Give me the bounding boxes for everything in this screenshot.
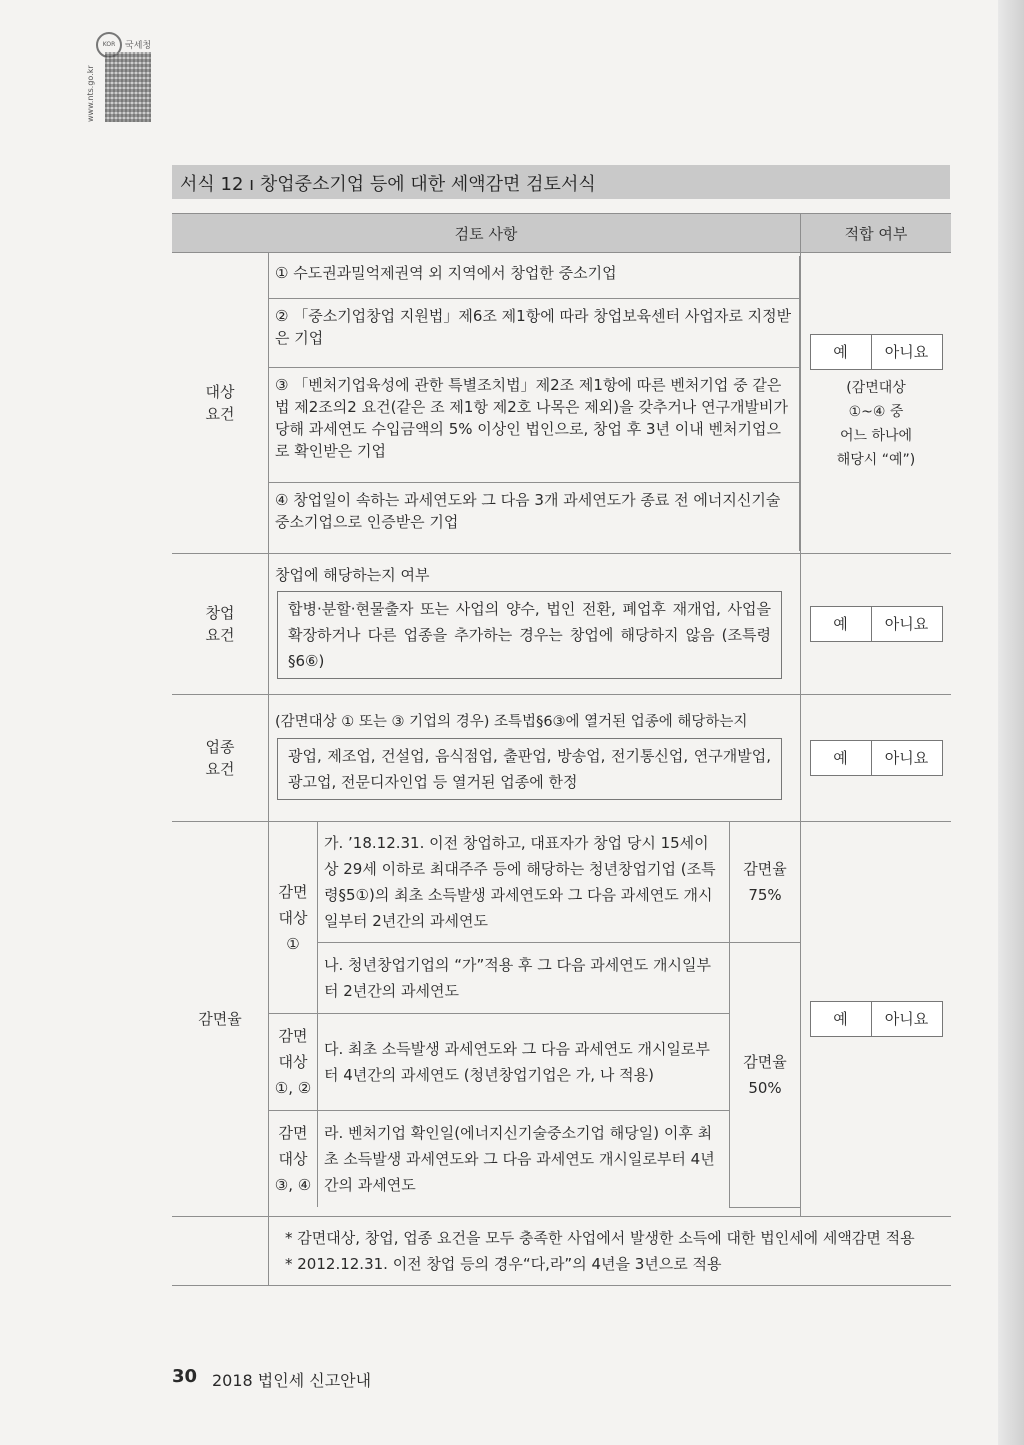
yes-no-startup[interactable] xyxy=(810,606,943,642)
no-option[interactable]: 아니요 xyxy=(884,1010,929,1028)
yes-option[interactable]: 예 xyxy=(811,1002,872,1036)
rate-label: 감면율 xyxy=(172,822,269,1217)
rate-subtable xyxy=(269,822,800,1208)
page-edge xyxy=(998,0,1024,1445)
page-number: 30 xyxy=(172,1366,198,1387)
qr-code-icon xyxy=(105,52,151,122)
rate-target-2: 감면 대상 ①, ② xyxy=(269,1014,318,1111)
rate-target-1: 감면 대상 ① xyxy=(269,822,318,1014)
yes-no-industry[interactable] xyxy=(810,740,943,776)
no-option[interactable]: 아니요 xyxy=(884,615,929,633)
industry-question: (감면대상 ① 또는 ③ 기업의 경우) 조특법§6③에 열거된 업종에 해당하는지 xyxy=(275,714,748,730)
footnote-2: * 2012.12.31. 이전 창업 등의 경우“다,라”의 4년을 3년으로 적용 xyxy=(285,1255,722,1273)
no-option[interactable]: 아니요 xyxy=(884,749,929,767)
yes-no-rate[interactable] xyxy=(810,1001,943,1037)
yes-option[interactable]: 예 xyxy=(811,335,872,369)
no-option[interactable]: 아니요 xyxy=(884,343,929,361)
yes-option[interactable]: 예 xyxy=(811,607,872,641)
target-item-4: ④ 창업일이 속하는 과세연도와 그 다음 3개 과세연도가 종료 전 에너지신기술 중소기업으로 인증받은 기업 xyxy=(269,483,800,551)
target-item-1: ① 수도권과밀억제권역 외 지역에서 창업한 중소기업 xyxy=(269,256,800,299)
industry-box: 광업, 제조업, 건설업, 음식점업, 출판업, 방송업, 전기통신업, 연구개발업, 광고업, 전문디자인업 등 열거된 업종에 한정 xyxy=(277,738,782,800)
agency-url: www.nts.go.kr xyxy=(86,65,95,122)
agency-name: 국세청 xyxy=(125,41,152,51)
industry-label: 업종 요건 xyxy=(172,695,269,822)
target-item-2: ② 「중소기업창업 지원법」제6조 제1항에 따라 창업보육센터 사업자로 지정받은 기업 xyxy=(269,299,800,368)
footnote-1: * 감면대상, 창업, 업종 요건을 모두 충족한 사업에서 발생한 소득에 대한 법인세에 세액감면 적용 xyxy=(285,1229,915,1247)
rate-row-na: 나. 청년창업기업의 “가”적용 후 그 다음 과세연도 개시일부터 2년간의 과세연도 xyxy=(318,943,730,1014)
footer-title: 2018 법인세 신고안내 xyxy=(212,1371,372,1390)
target-note: (감면대상 ①~④ 중 어느 하나에 해당시 “예”) xyxy=(836,380,916,468)
rate-row-ga: 가. ’18.12.31. 이전 창업하고, 대표자가 창업 당시 15세이상 29세 이하로 최대주주 등에 해당하는 청년창업기업 (조특령§5①)의 최초 소득발생 과세연도와 그 다음 과세연도 개시일부터 2년간의 과세연도 xyxy=(318,822,730,943)
agency-logo: KOR xyxy=(96,32,122,58)
yes-no-target[interactable] xyxy=(810,334,943,370)
startup-question: 창업에 해당하는지 여부 xyxy=(275,566,430,584)
col-header-fit: 적합 여부 xyxy=(801,214,952,253)
startup-label: 창업 요건 xyxy=(172,554,269,695)
startup-box: 합병·분할·현물출자 또는 사업의 양수, 법인 전환, 폐업후 재개업, 사업을 확장하거나 다른 업종을 추가하는 경우는 창업에 해당하지 않음 (조특령§6⑥) xyxy=(277,591,782,679)
page-title: 서식 12 ı 창업중소기업 등에 대한 세액감면 검토서식 xyxy=(180,174,596,195)
target-item-3: ③ 「벤처기업육성에 관한 특별조치법」제2조 제1항에 따른 벤처기업 중 같은 법 제2조의2 요건(같은 조 제1항 제2호 나목은 제외)을 갖추거나 연구개발비가 당해 과세연도 수입금액의 5% 이상인 법인으로, 창업 후 3년 이내 벤처기업으로 확인받은 기업 xyxy=(269,368,800,483)
rate-target-3: 감면 대상 ③, ④ xyxy=(269,1111,318,1208)
rate-row-ra: 라. 벤처기업 확인일(에너지신기술중소기업 해당일) 이후 최초 소득발생 과세연도와 그 다음 과세연도 개시일로부터 4년간의 과세연도 xyxy=(318,1111,730,1208)
yes-option[interactable]: 예 xyxy=(811,741,872,775)
rate-50: 감면율 50% xyxy=(730,943,801,1208)
footnotes xyxy=(269,1217,951,1285)
rate-row-da: 다. 최초 소득발생 과세연도와 그 다음 과세연도 개시일로부터 4년간의 과세연도 (청년창업기업은 가, 나 적용) xyxy=(318,1014,730,1111)
target-label: 대상 요건 xyxy=(172,253,269,554)
col-header-review: 검토 사항 xyxy=(172,214,801,253)
rate-75: 감면율 75% xyxy=(730,822,801,943)
review-table xyxy=(172,213,951,1286)
